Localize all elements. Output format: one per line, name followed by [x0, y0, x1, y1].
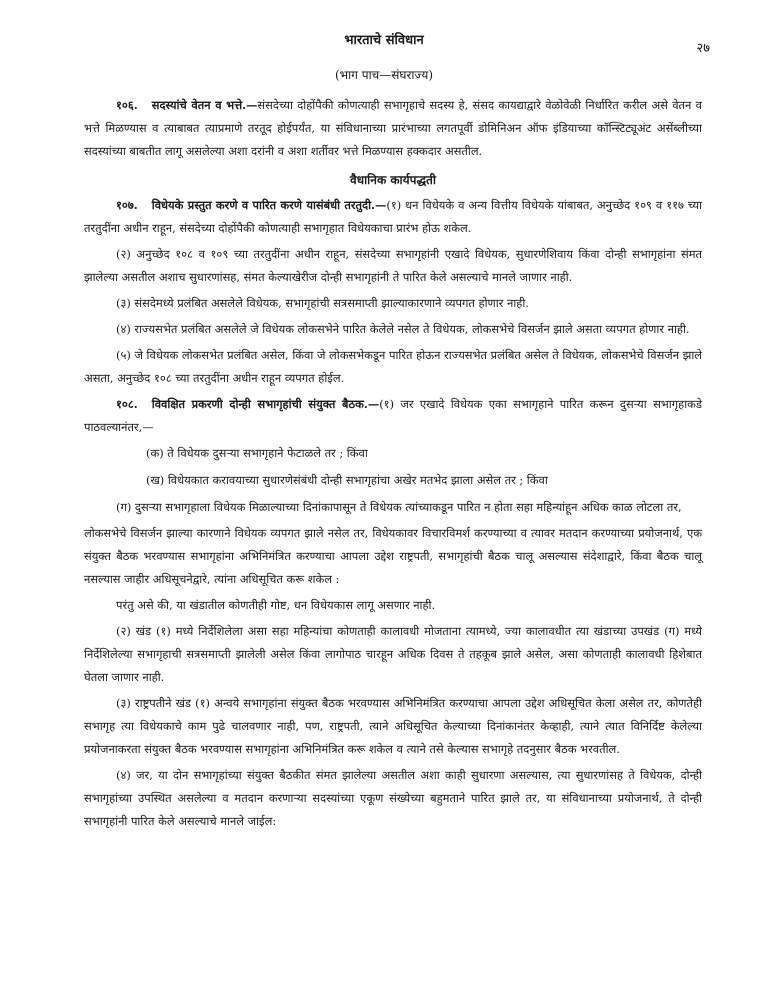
part-subtitle: (भाग पाच—संघराज्य): [334, 68, 434, 82]
clause-2: (२) खंड (१) मध्ये निर्देशिलेला असा सहा महिन्यांचा कोणताही कालावधी मोजताना त्यामध्ये, ज्या कालावधीत त्या खंडाच्या उपखंड (ग) मध्ये निर्देशिलेल्या सभागृहाची सत्रसमाप्ती झालेली असेल किंवा लागोपाठ चारहून अधिक दिवस ते तहकूब झाले असेल, असा कोणताही कालावधी हिशेबात घेतला जाणार नाही.: [84, 624, 702, 684]
article-title: विधेयके प्रस्तुत करणे व पारित करणे यासंबंधी तरतुदी.—: [151, 198, 387, 212]
page-number: २७: [696, 41, 710, 56]
sub-item-a: (क) ते विधेयक दुसऱ्या सभागृहाने फेटाळले तर ; किंवा: [146, 446, 368, 460]
clause-4: (४) राज्यसभेत प्रलंबित असलेले जे विधेयक लोकसभेने पारित केलेले नसेल ते विधेयक, लोकसभेचे विसर्जन झाले असता व्यपगत होणार नाही.: [116, 322, 690, 336]
clause-1: (१) धन विधेयके व अन्य वित्तीय विधेयके यांबाबत, अनुच्छेद १०९ व ११७ च्या तरतुदींना अधीन राहून, संसदेच्या दोहोंपैकी कोणत्याही सभागृहात विधेयकाचा प्रारंभ होऊ शकेल.: [84, 198, 703, 235]
clause-1-continuation: लोकसभेचे विसर्जन झाल्या कारणाने विधेयक व्यपगत झाले नसेल तर, विधेयकावर विचारविमर्श करण्याच्या व त्यावर मतदान करण्याच्या प्रयोजनार्थ, एक संयुक्त बैठक भरवण्यास सभागृहांना अभिनिमंत्रित करण्याचा आपला उद्देश राष्ट्रपती, सभागृहांची बैठक चालू असल्यास संदेशाद्वारे, किंवा बैठक चालू नसल्यास जाहीर अधिसूचनेद्वारे, त्यांना अधिसूचित करू शकेल :: [84, 526, 702, 586]
document-body: [84, 94, 702, 836]
sub-item-b: (ख) विधेयकात करावयाच्या सुधारणेसंबंधी दोन्ही सभागृहांचा अखेर मतभेद झाला असेल तर ; किंवा: [146, 473, 548, 487]
article-number: १०७.: [116, 198, 138, 212]
article-title: सदस्यांचे वेतन व भत्ते.—: [151, 98, 258, 112]
article-106: [84, 94, 702, 163]
page-title: भारताचे संविधान: [344, 33, 424, 48]
clause-1-intro: (१) जर एखादे विधेयक एका सभागृहाने पारित करून दुसऱ्या सभागृहाकडे पाठवल्यानंतर,—: [84, 397, 702, 434]
article-107: [84, 194, 702, 240]
clause-3: (३) संसदेमध्ये प्रलंबित असलेले विधेयक, सभागृहांची सत्रसमाप्ती झाल्याकारणाने व्यपगत होणार नाही.: [116, 296, 529, 310]
article-108: [84, 393, 702, 439]
clause-2: (२) अनुच्छेद १०८ व १०९ च्या तरतुदींना अधीन राहून, संसदेच्या सभागृहांनी एखादे विधेयक, सुधारणेशिवाय किंवा दोन्ही सभागृहांना संमत झालेल्या असतील अशाच सुधारणांसह, संमत केल्याखेरीज दोन्ही सभागृहांनी ते पारित केले असल्याचे मानले जाणार नाही.: [84, 247, 702, 284]
sub-item-c: (ग) दुसऱ्या सभागृहाला विधेयक मिळाल्याच्या दिनांकापासून ते विधेयक त्यांच्याकडून पारित न होता सहा महिन्यांहून अधिक काळ लोटला तर,: [116, 500, 682, 514]
article-number: १०८.: [116, 397, 138, 411]
section-heading: वैधानिक कार्यपद्धती: [350, 173, 436, 187]
clause-3: (३) राष्ट्रपतीने खंड (१) अन्वये सभागृहांना संयुक्त बैठक भरवण्यास अभिनिमंत्रित करण्याचा आपला उद्देश अधिसूचित केला असेल तर, कोणतेही सभागृह त्या विधेयकाचे काम पुढे चालवणार नाही, पण, राष्ट्रपती, त्याने अधिसूचित केल्याच्या दिनांकानंतर केव्हाही, त्याने त्यात विनिर्दिष्ट केलेल्या प्रयोजनाकरता संयुक्त बैठक भरवण्यास सभागृहांना अभिनिमंत्रित करू शकेल व त्याने तसे केल्यास सभागृहे तदनुसार बैठक भरवतील.: [84, 696, 702, 756]
clause-5: (५) जे विधेयक लोकसभेत प्रलंबित असेल, किंवा जे लोकसभेकडून पारित होऊन राज्यसभेत प्रलंबित असेल ते विधेयक, लोकसभेचे विसर्जन झाले असता, अनुच्छेद १०८ च्या तरतुदींना अधीन राहून व्यपगत होईल.: [84, 348, 702, 385]
article-title: विवक्षित प्रकरणी दोन्ही सभागृहांची संयुक्त बैठक.—: [151, 397, 380, 411]
article-text: संसदेच्या दोहोंपैकी कोणत्याही सभागृहाचे सदस्य हे, संसद कायद्याद्वारे वेळोवेळी निर्धारित करील असे वेतन व भत्ते मिळण्यास व त्याबाबत त्याप्रमाणे तरतूद होईपर्यंत, या संविधानाच्या प्रारंभाच्या लगतपूर्वी डोमिनिअन ऑफ इंडियाच्या कॉन्स्टिट्यूअंट असेंब्लीच्या सदस्यांच्या बाबतीत लागू असलेल्या अशा दरांनी व अशा शर्तीवर भत्ते मिळण्यास हक्कदार असतील.: [84, 98, 702, 158]
clause-4: (४) जर, या दोन सभागृहांच्या संयुक्त बैठकीत संमत झालेल्या असतील अशा काही सुधारणा असल्यास, त्या सुधारणांसह ते विधेयक, दोन्ही सभागृहांच्या उपस्थित असलेल्या व मतदान करणाऱ्या सदस्यांच्या एकूण संख्येच्या बहुमताने पारित झाले तर, या संविधानाच्या प्रयोजनार्थ, ते दोन्ही सभागृहांनी पारित केले असल्याचे मानले जाईल:: [84, 768, 702, 828]
article-number: १०६.: [116, 98, 138, 112]
proviso: परंतु असे की, या खंडातील कोणतीही गोष्ट, धन विधेयकास लागू असणार नाही.: [116, 598, 436, 612]
